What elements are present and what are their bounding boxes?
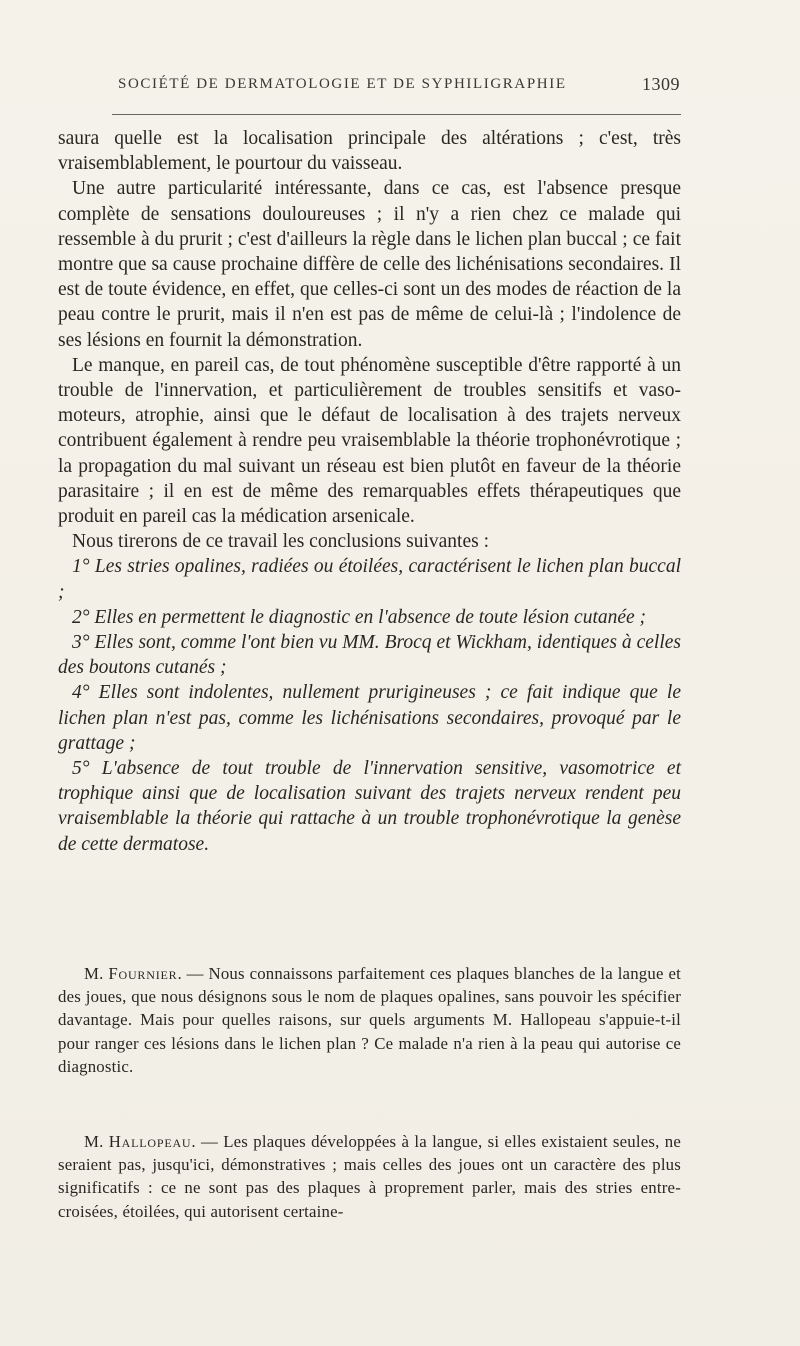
speaker-prefix: M. [84, 1132, 109, 1151]
conclusion-4: 4° Elles sont indolentes, nullement prurigineuses ; ce fait indique que le lichen plan n'est pas, comme les lichénisations secondaires, provoqué par le grattage ; [58, 682, 681, 754]
paragraph-1: saura quelle est la localisation principale des altérations ; c'est, très vraisemblablement, le pourtour du vaisseau. [58, 128, 681, 175]
discussion-hallopeau [58, 1130, 681, 1223]
discussion-paragraph [58, 962, 681, 1078]
page-number: 1309 [642, 74, 680, 94]
discussion-text: Nous connaissons parfaitement ces plaques blanches de la langue et des joues, que nous désignons sous le nom de plaques opalines, sans pouvoir les spécifier davantage. Mais pour quelles raisons, sur quels arguments M. Hallopeau s'appuie-t-il pour ranger ces lésions dans le lichen plan ? Ce malade n'a rien à la peau qui autorise ce diagnostic. [58, 964, 681, 1076]
discussion-paragraph [58, 1130, 681, 1223]
speaker-separator: . — [177, 964, 209, 983]
speaker-name: Hallopeau [108, 1132, 192, 1151]
paragraph-2: Une autre particularité intéressante, dans ce cas, est l'absence presque complète de sensations douloureuses ; il n'y a rien chez ce malade qui ressemble à du prurit ; c'est d'ailleurs la règle dans le lichen plan buccal ; ce fait montre que sa cause prochaine diffère de celle des lichénisations secondaires. Il est de toute évidence, en effet, que celles-ci sont un des modes de réaction de la peau contre le prurit, mais il n'en est pas de même de celui-là ; l'indolence de ses lésions en fournit la démonstration. [58, 178, 681, 351]
main-text [58, 126, 681, 857]
paragraph-3: Le manque, en pareil cas, de tout phénomène susceptible d'être rapporté à un trouble de l'innervation, et particulièrement de troubles sensitifs et vaso-moteurs, atrophie, ainsi que le défaut de localisation à des trajets nerveux contribuent également à rendre peu vraisemblable la théorie trophonévrotique ; la propagation du mal suivant un réseau est bien plutôt en faveur de la théorie parasitaire ; il en est de même des remarquables effets thérapeutiques que produit en pareil cas la médication arsenicale. [58, 354, 681, 528]
paragraph-4: Nous tirerons de ce travail les conclusions suivantes : [72, 531, 489, 553]
conclusion-5: 5° L'absence de tout trouble de l'innervation sensitive, vasomotrice et trophique ainsi que de localisation suivant des trajets nerveux rendent peu vraisemblable la théorie qui rattache à un trouble trophonévrotique la genèse de cette dermatose. [58, 758, 681, 855]
discussion-fournier [58, 962, 681, 1078]
header-rule [112, 114, 681, 115]
conclusion-2: 2° Elles en permettent le diagnostic en l'absence de toute lésion cutanée ; [72, 606, 647, 628]
speaker-separator: . — [191, 1132, 224, 1151]
speaker-prefix: M. [84, 964, 109, 983]
discussion-text: Les plaques développées à la langue, si elles existaient seules, ne seraient pas, jusqu'ici, démonstratives ; mais celles des joues ont un caractère des plus significatifs : ce ne sont pas des plaques à proprement parler, mais des stries entre-croisées, étoilées, qui autorisent certaine- [58, 1132, 681, 1221]
speaker-name: Fournier [108, 964, 178, 983]
running-head [118, 76, 680, 102]
conclusion-3: 3° Elles sont, comme l'ont bien vu MM. Brocq et Wickham, identiques à celles des boutons cutanés ; [58, 632, 681, 679]
running-title: SOCIÉTÉ DE DERMATOLOGIE ET DE SYPHILIGRAPHIE [118, 76, 567, 92]
conclusion-1: 1° Les stries opalines, radiées ou étoilées, caractérisent le lichen plan buccal ; [58, 556, 681, 603]
